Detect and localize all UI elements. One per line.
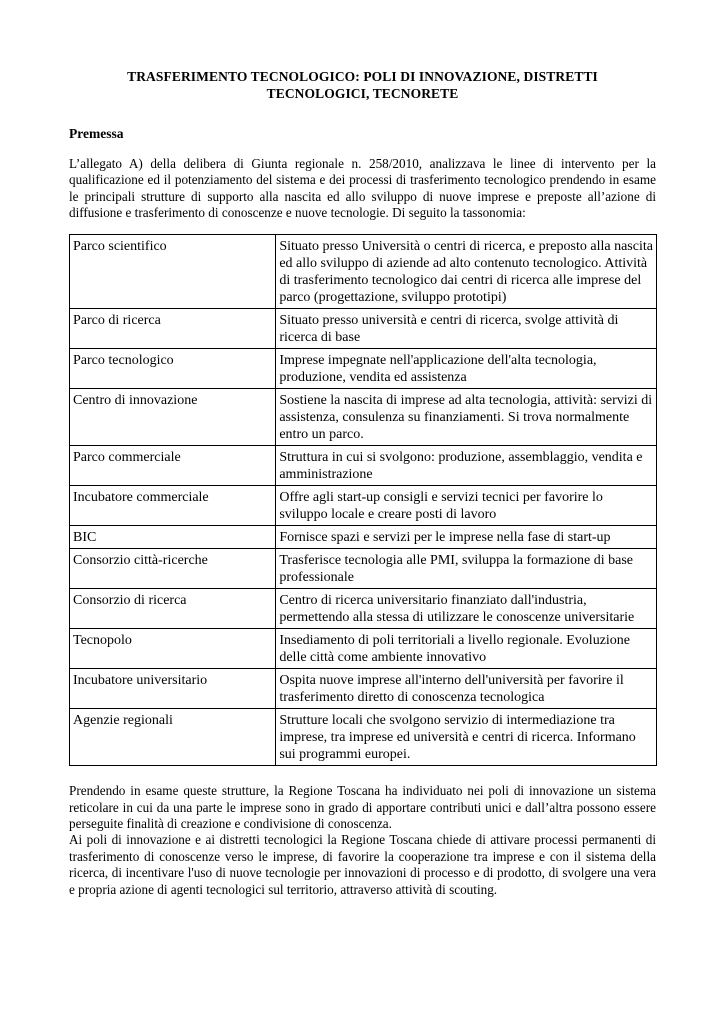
taxonomy-description: Struttura in cui si svolgono: produzione, assemblaggio, vendita e amministrazione	[276, 446, 657, 486]
table-row	[70, 669, 657, 709]
taxonomy-term: Centro di innovazione	[70, 389, 276, 446]
taxonomy-description: Sostiene la nascita di imprese ad alta tecnologia, attività: servizi di assistenza, consulenza su finanziamenti. Si trova normalmente entro un parco.	[276, 389, 657, 446]
taxonomy-description: Offre agli start-up consigli e servizi tecnici per favorire lo sviluppo locale e creare posti di lavoro	[276, 486, 657, 526]
table-row	[70, 526, 657, 549]
taxonomy-description: Ospita nuove imprese all'interno dell'università per favorire il trasferimento diretto di conoscenza tecnologica	[276, 669, 657, 709]
taxonomy-description: Strutture locali che svolgono servizio di intermediazione tra imprese, tra imprese ed università e centri di ricerca. Informano sui programmi europei.	[276, 709, 657, 766]
taxonomy-description: Fornisce spazi e servizi per le imprese nella fase di start-up	[276, 526, 657, 549]
section-heading: Premessa	[69, 126, 124, 141]
taxonomy-table	[69, 234, 657, 766]
taxonomy-description: Centro di ricerca universitario finanziato dall'industria, permettendo alla stessa di utilizzare le conoscenze universitarie	[276, 589, 657, 629]
closing-paragraph-2: Ai poli di innovazione e ai distretti tecnologici la Regione Toscana chiede di attivare processi permanenti di trasferimento di conoscenze verso le imprese, di favorire la cooperazione tra imprese e con il sistema della ricerca, di incentivare l'uso di nuove tecnologie per innovazioni di processo e di prodotto, di svolgere una vera e propria azione di agenti tecnologici sul territorio, attraverso attività di scouting.	[69, 832, 656, 897]
table-row	[70, 486, 657, 526]
table-row	[70, 709, 657, 766]
taxonomy-description: Trasferisce tecnologia alle PMI, sviluppa la formazione di base professionale	[276, 549, 657, 589]
table-row	[70, 349, 657, 389]
taxonomy-term: Incubatore commerciale	[70, 486, 276, 526]
taxonomy-term: Parco scientifico	[70, 235, 276, 309]
table-row	[70, 589, 657, 629]
taxonomy-term: Consorzio città-ricerche	[70, 549, 276, 589]
taxonomy-term: Parco commerciale	[70, 446, 276, 486]
closing-section	[69, 783, 656, 898]
document-title	[69, 68, 656, 102]
taxonomy-term: Incubatore universitario	[70, 669, 276, 709]
table-row	[70, 235, 657, 309]
taxonomy-term: Tecnopolo	[70, 629, 276, 669]
taxonomy-description: Situato presso università e centri di ricerca, svolge attività di ricerca di base	[276, 309, 657, 349]
table-row	[70, 446, 657, 486]
taxonomy-description: Imprese impegnate nell'applicazione dell'alta tecnologia, produzione, vendita ed assistenza	[276, 349, 657, 389]
intro-paragraph: L’allegato A) della delibera di Giunta regionale n. 258/2010, analizzava le linee di intervento per la qualificazione ed il potenziamento del sistema e dei processi di trasferimento tecnologico prendendo in esame le principali strutture di supporto alla nascita ed allo sviluppo di nuove imprese e preposte all’azione di diffusione e trasferimento di conoscenze e nuove tecnologie. Di seguito la tassonomia:	[69, 156, 656, 220]
taxonomy-table-body	[70, 235, 657, 766]
taxonomy-term: Parco di ricerca	[70, 309, 276, 349]
taxonomy-term: Consorzio di ricerca	[70, 589, 276, 629]
document-page	[69, 0, 656, 898]
table-row	[70, 389, 657, 446]
taxonomy-term: BIC	[70, 526, 276, 549]
title-line-2: TECNOLOGICI, TECNORETE	[266, 86, 459, 101]
taxonomy-term: Agenzie regionali	[70, 709, 276, 766]
title-line-1: TRASFERIMENTO TECNOLOGICO: POLI DI INNOVAZIONE, DISTRETTI	[127, 69, 598, 84]
taxonomy-description: Insediamento di poli territoriali a livello regionale. Evoluzione delle città come ambiente innovativo	[276, 629, 657, 669]
table-row	[70, 309, 657, 349]
taxonomy-term: Parco tecnologico	[70, 349, 276, 389]
table-row	[70, 629, 657, 669]
table-row	[70, 549, 657, 589]
closing-paragraph-1: Prendendo in esame queste strutture, la Regione Toscana ha individuato nei poli di innovazione un sistema reticolare in cui da una parte le imprese sono in grado di apportare contributi unici e dall’altra possono essere perseguite finalità di creazione e condivisione di conoscenza.	[69, 783, 656, 831]
taxonomy-description: Situato presso Università o centri di ricerca, e preposto alla nascita ed allo sviluppo di aziende ad alto contenuto tecnologico. Attività di trasferimento tecnologico dai centri di ricerca alle imprese del parco (progettazione, sviluppo prototipi)	[276, 235, 657, 309]
